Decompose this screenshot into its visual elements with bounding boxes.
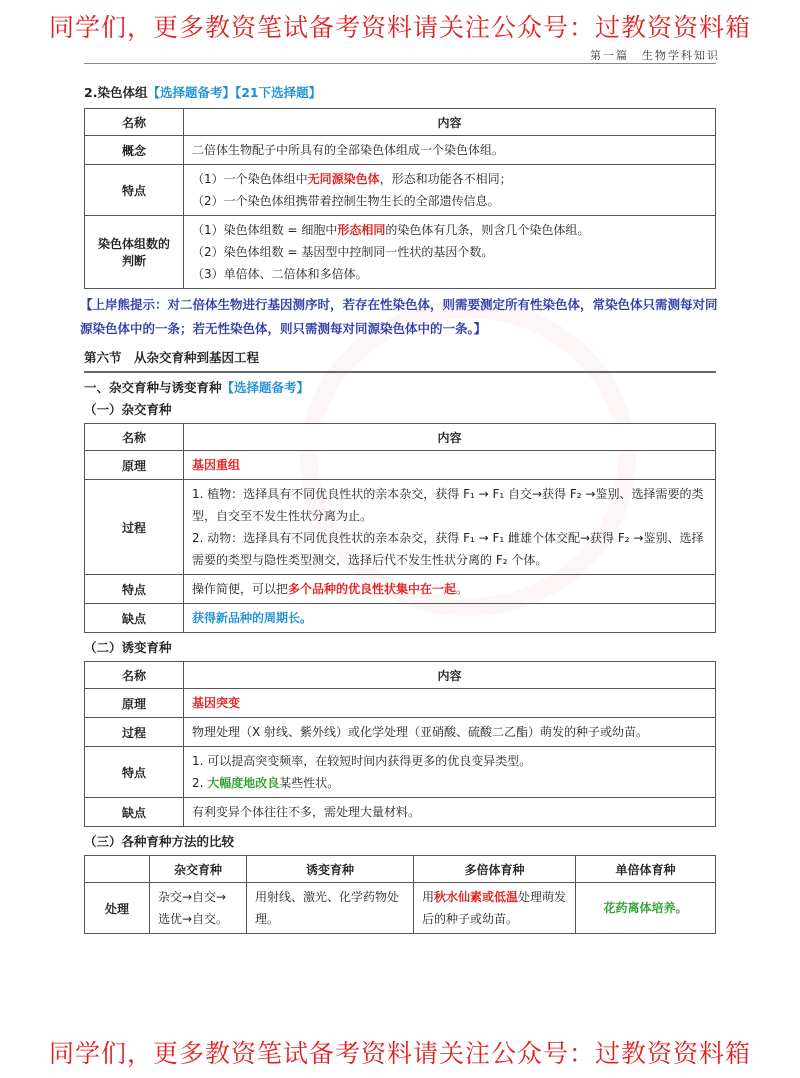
- header-content: 内容: [184, 424, 716, 451]
- table-row: [85, 747, 716, 798]
- header-name: 名称: [85, 424, 184, 451]
- mutation-breeding-table: [84, 661, 716, 827]
- row-name: 特点: [85, 747, 184, 798]
- table-row: [85, 165, 716, 216]
- table-row: [85, 718, 716, 747]
- row-content: 基因重组: [184, 451, 716, 480]
- row-name: 染色体组数的判断: [85, 216, 184, 289]
- table-row: [85, 604, 716, 633]
- promo-banner-bottom: 同学们，更多教资笔试备考资料请关注公众号：过教资资料箱: [48, 1039, 751, 1068]
- table-header-row: [85, 424, 716, 451]
- row-content: 获得新品种的周期长。: [184, 604, 716, 633]
- section-heading-chromosome-set: [84, 82, 716, 104]
- part-heading: 一、杂交育种与诱变育种【选择题备考】: [84, 380, 310, 395]
- highlight-red: 形态相同: [337, 223, 386, 237]
- table-row: [85, 136, 716, 165]
- row-name: 特点: [85, 165, 184, 216]
- row-name: 缺点: [85, 604, 184, 633]
- tip-note: 【上岸熊提示：对二倍体生物进行基因测序时，若存在性染色体，则需要测定所有性染色体，常染色体只需测每对同源染色体中的一条；若无性染色体，则只需测每对同源染色体中的一条。】: [80, 297, 718, 336]
- table-row: [85, 575, 716, 604]
- breeding-comparison-table: [84, 855, 716, 934]
- chapter-section-title: 第六节 从杂交育种到基因工程: [84, 350, 260, 365]
- cell-polyploid: 用秋水仙素或低温处理萌发后的种子或幼苗。: [414, 883, 576, 934]
- row-name: 原理: [85, 689, 184, 718]
- cell-hybrid: 杂交→自交→选优→自交。: [150, 883, 247, 934]
- row-content: 基因突变: [184, 689, 716, 718]
- running-head: 第一篇 生物学科知识: [590, 49, 720, 62]
- row-content: （1）一个染色体组中无同源染色体，形态和功能各不相同； （2）一个染色体组携带着控制生物生长的全部遗传信息。: [184, 165, 716, 216]
- row-name: 概念: [85, 136, 184, 165]
- table-row: [85, 480, 716, 575]
- tag-exam-prep: 【选择题备考】: [147, 85, 235, 100]
- table-row: [85, 216, 716, 289]
- row-content: 1. 可以提高突变频率，在较短时间内获得更多的优良变异类型。 2. 大幅度地改良某些性状。: [184, 747, 716, 798]
- row-content: 有利变异个体往往不多，需处理大量材料。: [184, 798, 716, 827]
- table-row: [85, 883, 716, 934]
- table-row: [85, 451, 716, 480]
- row-content: 操作简便，可以把多个品种的优良性状集中在一起。: [184, 575, 716, 604]
- row-name: 特点: [85, 575, 184, 604]
- header-content: 内容: [184, 662, 716, 689]
- header-divider: [84, 63, 716, 64]
- highlight-red: 多个品种的优良性状集中在一起: [288, 582, 457, 596]
- row-name: 处理: [85, 883, 150, 934]
- row-name: 过程: [85, 718, 184, 747]
- table-header-row: [85, 109, 716, 136]
- subsection-hybrid-heading: （一）杂交育种: [84, 402, 172, 417]
- table-header-row: [85, 662, 716, 689]
- section-divider: [84, 371, 716, 373]
- chromosome-set-table: [84, 108, 716, 289]
- cell-mutation: 用射线、激光、化学药物处理。: [247, 883, 414, 934]
- table-header-row: [85, 856, 716, 883]
- highlight-green: 大幅度地改良: [207, 776, 280, 790]
- highlight-red: 秋水仙素或低温: [434, 890, 519, 904]
- row-name: 过程: [85, 480, 184, 575]
- page-content: [80, 80, 718, 934]
- tag-exam-21: 【21下选择题】: [234, 85, 322, 100]
- table-row: [85, 798, 716, 827]
- header-blank: [85, 856, 150, 883]
- header-haploid: 单倍体育种: [576, 856, 716, 883]
- heading-text: 2.染色体组: [84, 85, 148, 100]
- highlight-red: 无同源染色体: [307, 172, 380, 186]
- tag-exam-prep: 【选择题备考】: [221, 380, 310, 395]
- row-content: 1. 植物：选择具有不同优良性状的亲本杂交，获得 F₁ → F₁ 自交→获得 F₂ →鉴别、选择需要的类型，自交至不发生性状分离为止。 2. 动物：选择具有不同优良性状的亲本杂交，获得 F₁ → F₁ 雌雄个体交配→获得 F₂ →鉴别、选择需要的类型与隐性类型测交，选择后代不发生性状分离的 F₂ 个体。: [184, 480, 716, 575]
- header-polyploid: 多倍体育种: [414, 856, 576, 883]
- hybrid-breeding-table: [84, 423, 716, 633]
- subsection-mutation-heading: （二）诱变育种: [84, 640, 172, 655]
- row-name: 缺点: [85, 798, 184, 827]
- header-content: 内容: [184, 109, 716, 136]
- subsection-compare-heading: （三）各种育种方法的比较: [84, 834, 235, 849]
- header-mutation: 诱变育种: [247, 856, 414, 883]
- row-content: 物理处理（X 射线、紫外线）或化学处理（亚硝酸、硫酸二乙酯）萌发的种子或幼苗。: [184, 718, 716, 747]
- table-row: [85, 689, 716, 718]
- header-name: 名称: [85, 109, 184, 136]
- row-content: （1）染色体组数 = 细胞中形态相同的染色体有几条，则含几个染色体组。 （2）染色体组数 = 基因型中控制同一性状的基因个数。 （3）单倍体、二倍体和多倍体。: [184, 216, 716, 289]
- promo-banner-top: 同学们，更多教资笔试备考资料请关注公众号：过教资资料箱: [48, 13, 751, 42]
- cell-haploid: 花药离体培养。: [576, 883, 716, 934]
- row-name: 原理: [85, 451, 184, 480]
- header-name: 名称: [85, 662, 184, 689]
- row-content: 二倍体生物配子中所具有的全部染色体组成一个染色体组。: [184, 136, 716, 165]
- header-hybrid: 杂交育种: [150, 856, 247, 883]
